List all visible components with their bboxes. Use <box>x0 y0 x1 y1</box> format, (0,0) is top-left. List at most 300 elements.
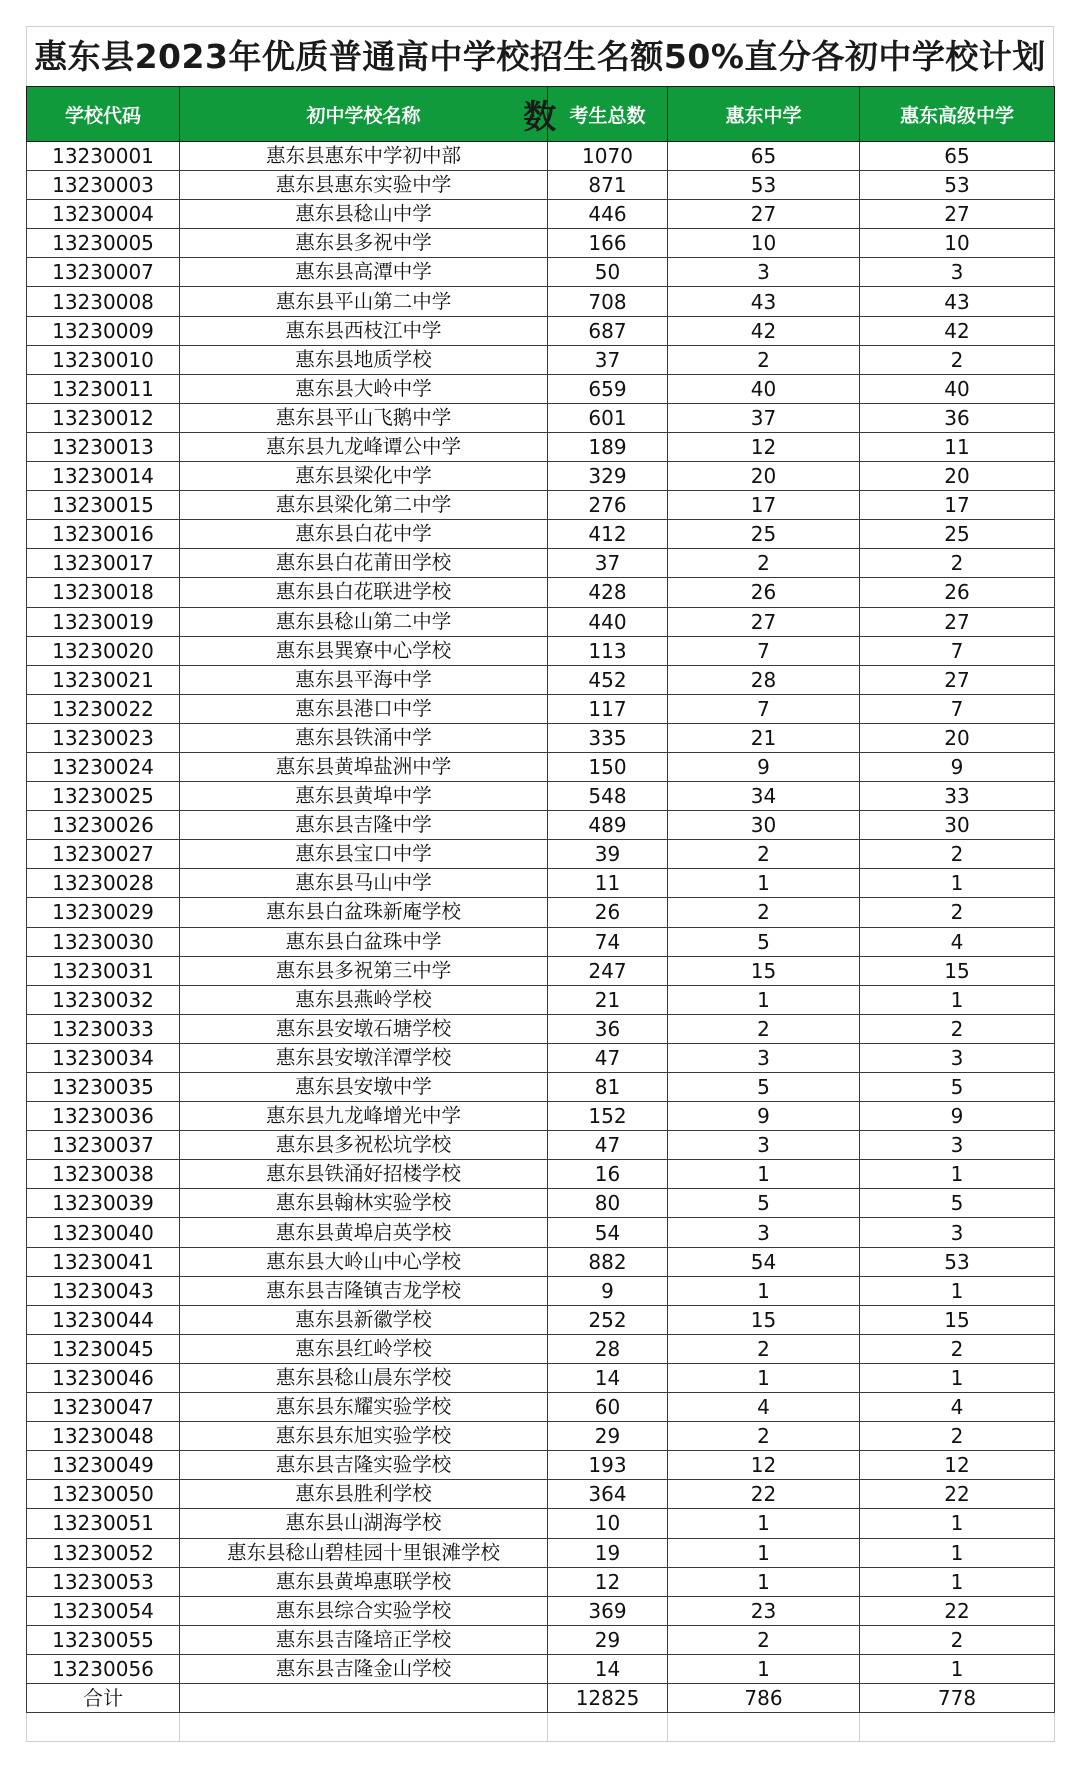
cell-total-candidates: 166 <box>548 229 668 258</box>
cell-school-name: 惠东县燕岭学校 <box>180 985 548 1014</box>
cell-total-candidates: 12 <box>548 1567 668 1596</box>
cell-huidong-senior-high: 1 <box>860 1538 1055 1567</box>
empty-cell <box>668 1713 860 1742</box>
cell-total-candidates: 10 <box>548 1509 668 1538</box>
empty-row <box>27 1713 1055 1742</box>
table-row <box>27 1247 1055 1276</box>
cell-huidong-high: 1 <box>668 1654 860 1683</box>
cell-huidong-high: 2 <box>668 549 860 578</box>
cell-total-candidates: 708 <box>548 287 668 316</box>
table-row <box>27 607 1055 636</box>
table-row <box>27 1131 1055 1160</box>
cell-huidong-high: 1 <box>668 869 860 898</box>
cell-total-candidates: 81 <box>548 1073 668 1102</box>
cell-huidong-high: 42 <box>668 316 860 345</box>
cell-total-candidates: 276 <box>548 491 668 520</box>
total-huidong-senior-high: 778 <box>860 1683 1055 1712</box>
cell-huidong-senior-high: 25 <box>860 520 1055 549</box>
cell-school-name: 惠东县白花联进学校 <box>180 578 548 607</box>
cell-huidong-high: 25 <box>668 520 860 549</box>
cell-school-code: 13230039 <box>27 1189 180 1218</box>
header-total-candidates: 考生总数 <box>548 87 668 142</box>
cell-school-name: 惠东县大岭山中心学校 <box>180 1247 548 1276</box>
cell-school-name: 惠东县吉隆中学 <box>180 811 548 840</box>
cell-huidong-senior-high: 43 <box>860 287 1055 316</box>
cell-total-candidates: 412 <box>548 520 668 549</box>
cell-school-code: 13230038 <box>27 1160 180 1189</box>
table-row <box>27 1509 1055 1538</box>
cell-huidong-high: 2 <box>668 840 860 869</box>
cell-school-code: 13230020 <box>27 636 180 665</box>
cell-school-code: 13230050 <box>27 1480 180 1509</box>
total-school-name <box>180 1683 548 1712</box>
cell-school-name: 惠东县白盆珠新庵学校 <box>180 898 548 927</box>
cell-huidong-senior-high: 1 <box>860 1654 1055 1683</box>
cell-huidong-high: 3 <box>668 1043 860 1072</box>
cell-school-name: 惠东县惠东中学初中部 <box>180 142 548 171</box>
cell-school-code: 13230037 <box>27 1131 180 1160</box>
cell-total-candidates: 150 <box>548 752 668 781</box>
cell-school-code: 13230008 <box>27 287 180 316</box>
cell-huidong-senior-high: 17 <box>860 491 1055 520</box>
cell-huidong-senior-high: 20 <box>860 723 1055 752</box>
cell-total-candidates: 28 <box>548 1334 668 1363</box>
cell-school-code: 13230035 <box>27 1073 180 1102</box>
table-row <box>27 782 1055 811</box>
cell-school-name: 惠东县翰林实验学校 <box>180 1189 548 1218</box>
cell-total-candidates: 50 <box>548 258 668 287</box>
table-row <box>27 1393 1055 1422</box>
cell-total-candidates: 60 <box>548 1393 668 1422</box>
cell-school-code: 13230053 <box>27 1567 180 1596</box>
cell-total-candidates: 489 <box>548 811 668 840</box>
cell-huidong-high: 1 <box>668 1363 860 1392</box>
table-row <box>27 898 1055 927</box>
cell-school-code: 13230052 <box>27 1538 180 1567</box>
cell-school-code: 13230021 <box>27 665 180 694</box>
cell-school-name: 惠东县梁化中学 <box>180 462 548 491</box>
cell-school-code: 13230014 <box>27 462 180 491</box>
cell-huidong-high: 22 <box>668 1480 860 1509</box>
cell-huidong-high: 1 <box>668 1276 860 1305</box>
cell-total-candidates: 440 <box>548 607 668 636</box>
cell-school-name: 惠东县九龙峰谭公中学 <box>180 432 548 461</box>
cell-school-code: 13230028 <box>27 869 180 898</box>
cell-school-name: 惠东县吉隆实验学校 <box>180 1451 548 1480</box>
cell-school-code: 13230031 <box>27 956 180 985</box>
cell-school-name: 惠东县马山中学 <box>180 869 548 898</box>
cell-huidong-senior-high: 27 <box>860 665 1055 694</box>
cell-school-code: 13230041 <box>27 1247 180 1276</box>
cell-school-name: 惠东县东旭实验学校 <box>180 1422 548 1451</box>
cell-huidong-senior-high: 3 <box>860 1218 1055 1247</box>
cell-total-candidates: 687 <box>548 316 668 345</box>
cell-school-code: 13230013 <box>27 432 180 461</box>
cell-school-code: 13230011 <box>27 374 180 403</box>
header-school-code: 学校代码 <box>27 87 180 142</box>
cell-huidong-senior-high: 1 <box>860 869 1055 898</box>
cell-huidong-high: 12 <box>668 432 860 461</box>
cell-school-code: 13230051 <box>27 1509 180 1538</box>
cell-total-candidates: 14 <box>548 1363 668 1392</box>
cell-school-code: 13230048 <box>27 1422 180 1451</box>
table-row <box>27 1538 1055 1567</box>
spreadsheet <box>26 26 1054 1742</box>
cell-huidong-high: 4 <box>668 1393 860 1422</box>
cell-huidong-senior-high: 3 <box>860 1131 1055 1160</box>
cell-school-code: 13230027 <box>27 840 180 869</box>
cell-huidong-senior-high: 5 <box>860 1073 1055 1102</box>
cell-huidong-high: 1 <box>668 1160 860 1189</box>
total-huidong-high: 786 <box>668 1683 860 1712</box>
cell-huidong-high: 34 <box>668 782 860 811</box>
cell-huidong-senior-high: 2 <box>860 1014 1055 1043</box>
cell-huidong-high: 7 <box>668 636 860 665</box>
cell-total-candidates: 26 <box>548 898 668 927</box>
cell-school-name: 惠东县地质学校 <box>180 345 548 374</box>
cell-huidong-senior-high: 53 <box>860 1247 1055 1276</box>
cell-huidong-high: 1 <box>668 985 860 1014</box>
cell-total-candidates: 252 <box>548 1305 668 1334</box>
cell-school-name: 惠东县巽寮中心学校 <box>180 636 548 665</box>
cell-huidong-high: 43 <box>668 287 860 316</box>
cell-huidong-senior-high: 2 <box>860 1334 1055 1363</box>
cell-huidong-senior-high: 65 <box>860 142 1055 171</box>
table-row <box>27 723 1055 752</box>
cell-school-name: 惠东县大岭中学 <box>180 374 548 403</box>
cell-school-code: 13230047 <box>27 1393 180 1422</box>
cell-total-candidates: 19 <box>548 1538 668 1567</box>
cell-school-name: 惠东县梁化第二中学 <box>180 491 548 520</box>
cell-school-code: 13230046 <box>27 1363 180 1392</box>
cell-huidong-high: 12 <box>668 1451 860 1480</box>
table-row <box>27 956 1055 985</box>
table-row <box>27 1334 1055 1363</box>
cell-total-candidates: 9 <box>548 1276 668 1305</box>
cell-total-candidates: 54 <box>548 1218 668 1247</box>
table-row <box>27 1654 1055 1683</box>
table-row <box>27 1102 1055 1131</box>
table-row <box>27 1480 1055 1509</box>
cell-huidong-high: 1 <box>668 1567 860 1596</box>
cell-school-code: 13230010 <box>27 345 180 374</box>
allocation-table <box>26 86 1055 1742</box>
cell-huidong-high: 37 <box>668 403 860 432</box>
cell-total-candidates: 428 <box>548 578 668 607</box>
cell-huidong-senior-high: 22 <box>860 1480 1055 1509</box>
cell-total-candidates: 659 <box>548 374 668 403</box>
cell-huidong-senior-high: 1 <box>860 1276 1055 1305</box>
cell-huidong-senior-high: 7 <box>860 636 1055 665</box>
cell-school-code: 13230024 <box>27 752 180 781</box>
cell-huidong-senior-high: 53 <box>860 171 1055 200</box>
cell-huidong-senior-high: 27 <box>860 200 1055 229</box>
cell-school-code: 13230016 <box>27 520 180 549</box>
table-row <box>27 578 1055 607</box>
cell-huidong-high: 40 <box>668 374 860 403</box>
header-school-name: 初中学校名称 <box>180 87 548 142</box>
empty-cell <box>860 1713 1055 1742</box>
total-label: 合计 <box>27 1683 180 1712</box>
cell-huidong-high: 28 <box>668 665 860 694</box>
cell-school-code: 13230049 <box>27 1451 180 1480</box>
cell-huidong-senior-high: 1 <box>860 985 1055 1014</box>
cell-huidong-senior-high: 22 <box>860 1596 1055 1625</box>
cell-school-name: 惠东县多祝松坑学校 <box>180 1131 548 1160</box>
cell-huidong-high: 5 <box>668 1189 860 1218</box>
cell-huidong-high: 9 <box>668 1102 860 1131</box>
cell-huidong-senior-high: 15 <box>860 956 1055 985</box>
table-row <box>27 229 1055 258</box>
cell-school-code: 13230030 <box>27 927 180 956</box>
cell-school-name: 惠东县平山飞鹅中学 <box>180 403 548 432</box>
cell-huidong-senior-high: 1 <box>860 1363 1055 1392</box>
cell-huidong-senior-high: 1 <box>860 1160 1055 1189</box>
cell-school-name: 惠东县平山第二中学 <box>180 287 548 316</box>
table-row <box>27 1189 1055 1218</box>
cell-school-code: 13230045 <box>27 1334 180 1363</box>
cell-school-name: 惠东县稔山晨东学校 <box>180 1363 548 1392</box>
cell-huidong-high: 2 <box>668 345 860 374</box>
cell-school-code: 13230018 <box>27 578 180 607</box>
table-row <box>27 1567 1055 1596</box>
table-body <box>27 142 1055 1742</box>
cell-school-code: 13230040 <box>27 1218 180 1247</box>
cell-school-name: 惠东县铁涌好招楼学校 <box>180 1160 548 1189</box>
cell-huidong-senior-high: 2 <box>860 549 1055 578</box>
cell-school-name: 惠东县吉隆培正学校 <box>180 1625 548 1654</box>
table-row <box>27 1073 1055 1102</box>
cell-huidong-senior-high: 1 <box>860 1567 1055 1596</box>
header-huidong-senior-high: 惠东高级中学 <box>860 87 1055 142</box>
table-row <box>27 985 1055 1014</box>
cell-total-candidates: 29 <box>548 1422 668 1451</box>
cell-huidong-high: 30 <box>668 811 860 840</box>
cell-huidong-high: 5 <box>668 1073 860 1102</box>
cell-school-code: 13230036 <box>27 1102 180 1131</box>
cell-huidong-senior-high: 15 <box>860 1305 1055 1334</box>
empty-cell <box>180 1713 548 1742</box>
cell-school-code: 13230005 <box>27 229 180 258</box>
table-row <box>27 1160 1055 1189</box>
cell-school-name: 惠东县白盆珠中学 <box>180 927 548 956</box>
cell-total-candidates: 364 <box>548 1480 668 1509</box>
table-row <box>27 1451 1055 1480</box>
cell-total-candidates: 36 <box>548 1014 668 1043</box>
cell-huidong-senior-high: 4 <box>860 1393 1055 1422</box>
cell-school-code: 13230012 <box>27 403 180 432</box>
cell-school-code: 13230019 <box>27 607 180 636</box>
cell-huidong-senior-high: 12 <box>860 1451 1055 1480</box>
cell-school-code: 13230056 <box>27 1654 180 1683</box>
cell-school-name: 惠东县新徽学校 <box>180 1305 548 1334</box>
table-row <box>27 200 1055 229</box>
table-row <box>27 316 1055 345</box>
table-row <box>27 549 1055 578</box>
table-row <box>27 636 1055 665</box>
cell-total-candidates: 14 <box>548 1654 668 1683</box>
cell-huidong-senior-high: 3 <box>860 258 1055 287</box>
table-row <box>27 1305 1055 1334</box>
cell-school-code: 13230033 <box>27 1014 180 1043</box>
cell-huidong-high: 1 <box>668 1509 860 1538</box>
table-row <box>27 1422 1055 1451</box>
cell-school-name: 惠东县多祝第三中学 <box>180 956 548 985</box>
table-row <box>27 1043 1055 1072</box>
cell-huidong-senior-high: 42 <box>860 316 1055 345</box>
cell-total-candidates: 16 <box>548 1160 668 1189</box>
table-row <box>27 927 1055 956</box>
cell-school-name: 惠东县黄埠启英学校 <box>180 1218 548 1247</box>
cell-huidong-senior-high: 1 <box>860 1509 1055 1538</box>
cell-school-code: 13230009 <box>27 316 180 345</box>
cell-total-candidates: 247 <box>548 956 668 985</box>
cell-school-code: 13230023 <box>27 723 180 752</box>
table-row <box>27 1218 1055 1247</box>
cell-total-candidates: 37 <box>548 549 668 578</box>
cell-school-code: 13230007 <box>27 258 180 287</box>
cell-total-candidates: 47 <box>548 1131 668 1160</box>
cell-school-code: 13230034 <box>27 1043 180 1072</box>
cell-huidong-high: 54 <box>668 1247 860 1276</box>
cell-total-candidates: 80 <box>548 1189 668 1218</box>
cell-school-code: 13230029 <box>27 898 180 927</box>
cell-school-code: 13230004 <box>27 200 180 229</box>
table-row <box>27 520 1055 549</box>
cell-school-name: 惠东县红岭学校 <box>180 1334 548 1363</box>
cell-total-candidates: 369 <box>548 1596 668 1625</box>
table-row <box>27 432 1055 461</box>
cell-school-name: 惠东县安墩洋潭学校 <box>180 1043 548 1072</box>
header-huidong-high: 惠东中学 <box>668 87 860 142</box>
table-row <box>27 287 1055 316</box>
cell-huidong-senior-high: 27 <box>860 607 1055 636</box>
cell-huidong-senior-high: 2 <box>860 1422 1055 1451</box>
cell-huidong-high: 2 <box>668 898 860 927</box>
cell-school-code: 13230032 <box>27 985 180 1014</box>
cell-school-name: 惠东县稔山中学 <box>180 200 548 229</box>
cell-school-name: 惠东县白花中学 <box>180 520 548 549</box>
cell-huidong-high: 21 <box>668 723 860 752</box>
cell-huidong-high: 65 <box>668 142 860 171</box>
cell-huidong-senior-high: 7 <box>860 694 1055 723</box>
cell-total-candidates: 882 <box>548 1247 668 1276</box>
cell-school-name: 惠东县东耀实验学校 <box>180 1393 548 1422</box>
cell-huidong-high: 27 <box>668 200 860 229</box>
table-row <box>27 462 1055 491</box>
cell-total-candidates: 193 <box>548 1451 668 1480</box>
cell-total-candidates: 47 <box>548 1043 668 1072</box>
cell-huidong-senior-high: 2 <box>860 1625 1055 1654</box>
cell-total-candidates: 117 <box>548 694 668 723</box>
cell-school-code: 13230026 <box>27 811 180 840</box>
cell-school-name: 惠东县胜利学校 <box>180 1480 548 1509</box>
cell-school-name: 惠东县白花莆田学校 <box>180 549 548 578</box>
cell-huidong-high: 27 <box>668 607 860 636</box>
cell-school-name: 惠东县稔山碧桂园十里银滩学校 <box>180 1538 548 1567</box>
cell-huidong-high: 53 <box>668 171 860 200</box>
table-title: 惠东县2023年优质普通高中学校招生名额50%直分各初中学校计划数 <box>26 26 1054 86</box>
cell-total-candidates: 1070 <box>548 142 668 171</box>
cell-huidong-senior-high: 9 <box>860 1102 1055 1131</box>
table-row <box>27 694 1055 723</box>
cell-huidong-senior-high: 11 <box>860 432 1055 461</box>
cell-huidong-senior-high: 30 <box>860 811 1055 840</box>
table-row <box>27 665 1055 694</box>
table-row <box>27 840 1055 869</box>
cell-school-name: 惠东县平海中学 <box>180 665 548 694</box>
cell-school-name: 惠东县稔山第二中学 <box>180 607 548 636</box>
table-row <box>27 374 1055 403</box>
table-row <box>27 752 1055 781</box>
cell-huidong-high: 10 <box>668 229 860 258</box>
cell-school-name: 惠东县多祝中学 <box>180 229 548 258</box>
cell-huidong-high: 15 <box>668 956 860 985</box>
table-row <box>27 403 1055 432</box>
cell-huidong-high: 2 <box>668 1625 860 1654</box>
cell-school-name: 惠东县铁涌中学 <box>180 723 548 752</box>
table-row <box>27 171 1055 200</box>
table-row <box>27 258 1055 287</box>
cell-huidong-high: 17 <box>668 491 860 520</box>
cell-huidong-senior-high: 33 <box>860 782 1055 811</box>
cell-huidong-high: 20 <box>668 462 860 491</box>
cell-school-code: 13230017 <box>27 549 180 578</box>
cell-total-candidates: 329 <box>548 462 668 491</box>
cell-school-code: 13230055 <box>27 1625 180 1654</box>
cell-huidong-senior-high: 2 <box>860 345 1055 374</box>
cell-school-name: 惠东县安墩中学 <box>180 1073 548 1102</box>
cell-huidong-senior-high: 2 <box>860 898 1055 927</box>
cell-school-name: 惠东县黄埠中学 <box>180 782 548 811</box>
cell-total-candidates: 37 <box>548 345 668 374</box>
cell-huidong-senior-high: 3 <box>860 1043 1055 1072</box>
cell-total-candidates: 446 <box>548 200 668 229</box>
cell-huidong-senior-high: 10 <box>860 229 1055 258</box>
cell-school-code: 13230003 <box>27 171 180 200</box>
cell-total-candidates: 11 <box>548 869 668 898</box>
cell-school-name: 惠东县宝口中学 <box>180 840 548 869</box>
cell-huidong-senior-high: 20 <box>860 462 1055 491</box>
cell-total-candidates: 548 <box>548 782 668 811</box>
cell-school-code: 13230001 <box>27 142 180 171</box>
cell-total-candidates: 189 <box>548 432 668 461</box>
cell-school-name: 惠东县综合实验学校 <box>180 1596 548 1625</box>
cell-huidong-high: 5 <box>668 927 860 956</box>
table-row <box>27 1625 1055 1654</box>
cell-school-name: 惠东县吉隆镇吉龙学校 <box>180 1276 548 1305</box>
cell-total-candidates: 452 <box>548 665 668 694</box>
cell-school-code: 13230044 <box>27 1305 180 1334</box>
cell-huidong-high: 15 <box>668 1305 860 1334</box>
cell-huidong-high: 26 <box>668 578 860 607</box>
cell-total-candidates: 335 <box>548 723 668 752</box>
cell-school-code: 13230025 <box>27 782 180 811</box>
table-row <box>27 491 1055 520</box>
cell-huidong-high: 3 <box>668 1131 860 1160</box>
cell-total-candidates: 152 <box>548 1102 668 1131</box>
cell-huidong-senior-high: 2 <box>860 840 1055 869</box>
cell-school-code: 13230022 <box>27 694 180 723</box>
total-total-candidates: 12825 <box>548 1683 668 1712</box>
cell-total-candidates: 29 <box>548 1625 668 1654</box>
cell-huidong-high: 3 <box>668 258 860 287</box>
table-row <box>27 811 1055 840</box>
table-row <box>27 869 1055 898</box>
cell-huidong-high: 23 <box>668 1596 860 1625</box>
table-row <box>27 1276 1055 1305</box>
cell-school-name: 惠东县西枝江中学 <box>180 316 548 345</box>
